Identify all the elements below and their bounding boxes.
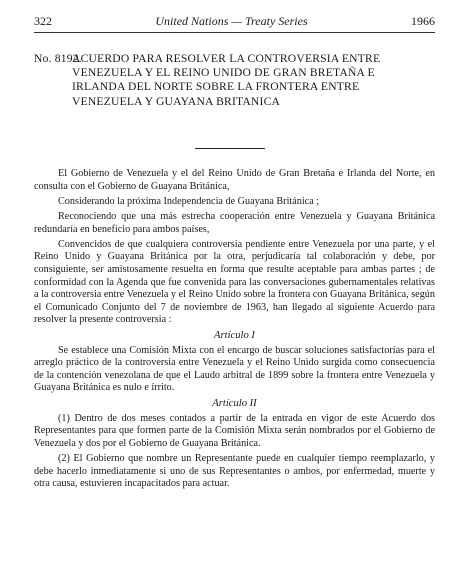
preamble-paragraph: El Gobierno de Venezuela y el del Reino Unido de Gran Bretaña e Irlanda del Norte, en consulta con el Gobierno de Guayana Británica,: [34, 168, 435, 192]
preamble-paragraph: Considerando la próxima Independencia de Guayana Británica ;: [58, 195, 320, 207]
article-paragraph: (1) Dentro de dos meses contados a partir de la entrada en vigor de este Acuerdo dos Representantes para que formen parte de la Comisión Mixta serán nombrados por el Gobierno de Venezuela y dos por el Gobierno de Guayana Británica.: [34, 412, 435, 450]
article-paragraph: (2) El Gobierno que nombre un Representante puede en cualquier tiempo reemplazarlo, y debe hacerlo inmediatamente si uno de sus Representantes o ambos, por enfermedad, muerte y otra causa, estuvieren incapacitados para actuar.: [34, 453, 435, 490]
preamble-paragraph: Reconociendo que una más estrecha cooperación entre Venezuela y Guayana Británica redundaría en beneficio para ambos países,: [34, 210, 435, 235]
preamble-paragraph: Convencidos de que cualquiera controversia pendiente entre Venezuela por una parte, y el Reino Unido y Guayana Británica por la otra, perjudicaría tal colaboración y debe, por consiguiente, ser amistosamente resuelta en forma que resulte aceptable para ambas partes ; de conformidad con la Agenda que fue convenida para las conversaciones gubernamentales relativas a la controversia entre Venezuela y el Reino Unido sobre la frontera con Guayana Británica, según el Comunicado Conjunto del 7 de noviembre de 1963, han llegado al siguiente Acuerdo para resolver la presente controversia :: [34, 238, 435, 326]
year: 1966: [410, 14, 435, 28]
section-divider: [195, 148, 265, 149]
treaty-title: ACUERDO PARA RESOLVER LA CONTROVERSIA ENTRE VENEZUELA Y EL REINO UNIDO DE GRAN BRETAÑA E IRLANDA DEL NORTE SOBRE LA FRONTERA ENTRE VENEZUELA Y GUAYANA BRITANICA: [72, 52, 381, 108]
article-heading: Artículo II: [212, 397, 257, 409]
article-heading: Artículo I: [214, 329, 255, 341]
article-paragraph: Se establece una Comisión Mixta con el encargo de buscar soluciones satisfactorias para el arreglo práctico de la controversia entre Venezuela y el Reino Unido surgida como consecuencia de la contención venezolana de que el Laudo arbitral de 1899 sobre la frontera entre Venezuela y Guayana Británica es nulo e írrito.: [34, 344, 435, 394]
series-title: United Nations — Treaty Series: [155, 14, 308, 28]
treaty-body: [34, 168, 435, 494]
treaty-number: No. 8192.: [34, 52, 82, 65]
page-number: 322: [34, 14, 52, 28]
running-header: [34, 14, 435, 29]
treaty-heading: [34, 52, 429, 109]
header-rule: [34, 32, 435, 33]
